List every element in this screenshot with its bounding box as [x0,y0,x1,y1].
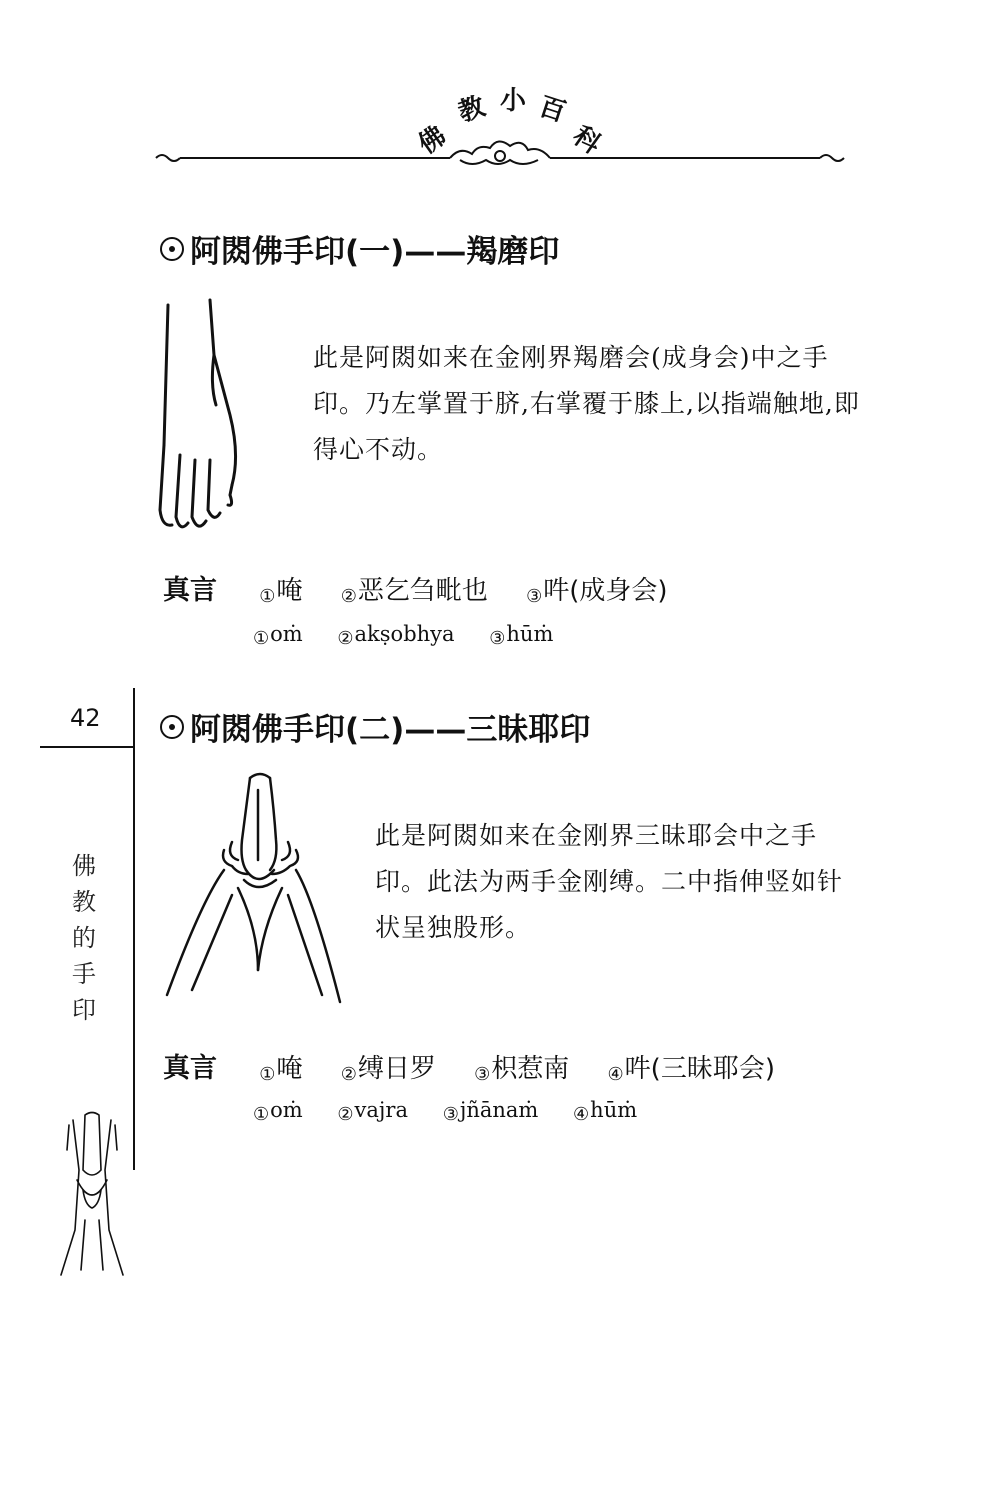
header-char-1: 佛 [413,120,452,161]
hand-earth-touching-icon [150,295,250,545]
bullet-circle-icon [160,715,184,739]
section-1-mantra [163,568,698,607]
romanization-item: ①oṁ [253,622,303,649]
romanization-item: ①oṁ [253,1098,303,1125]
romanization-item: ②akṣobhya [337,622,455,649]
header-char-2: 教 [454,91,489,129]
mantra-item: ②缚日罗 [340,1054,436,1085]
header-rule [150,138,850,172]
section-1-title: 阿閦佛手印(一)——羯磨印 [190,234,560,270]
mantra-label: 真言 [163,575,217,606]
cloud-ornament-icon [450,141,550,164]
bullet-circle-icon [160,237,184,261]
chapter-char-2: 教 [72,888,96,916]
mantra-item: ②恶乞刍毗也 [340,576,488,607]
romanization-item: ③hūṁ [489,622,554,649]
mantra-item: ①唵 [259,1054,303,1085]
page-number: 42 [70,704,101,732]
chapter-char-5: 印 [72,996,96,1024]
chapter-char-4: 手 [72,960,96,988]
mantra-item: ①唵 [259,576,303,607]
chapter-char-3: 的 [72,924,96,952]
section-1-description: 此是阿閦如来在金刚界羯磨会(成身会)中之手印。乃左掌置于脐,右掌覆于膝上,以指端触地,即得心不动。 [313,343,860,464]
chapter-char-1: 佛 [72,852,96,880]
romanization-item: ④hūṁ [573,1098,638,1125]
section-2-mantra [163,1046,805,1085]
section-2-title: 阿閦佛手印(二)——三昧耶印 [190,712,591,748]
header-char-3: 小 [500,86,527,116]
section-2-heading [160,704,590,749]
section-2-romanization [253,1098,665,1125]
mantra-item: ③吽(成身会) [526,576,668,607]
section-1-romanization [253,622,581,649]
header-char-4: 百 [535,91,570,129]
romanization-item: ②vajra [337,1098,408,1125]
header-char-5: 科 [567,120,606,161]
sidebar-horizontal-rule [40,746,135,748]
section-2-description: 此是阿閦如来在金刚界三昧耶会中之手印。此法为两手金刚缚。二中指伸竖如针状呈独股形。 [375,821,844,942]
romanization-item: ③jñānaṁ [442,1098,539,1125]
sidebar-vertical-rule [133,688,135,1170]
hand-vajra-bond-icon [162,770,347,1005]
section-1-heading [160,226,559,271]
sidebar-hands-icon [55,1110,130,1280]
mantra-label: 真言 [163,1053,217,1084]
mantra-item: ④吽(三昧耶会) [607,1054,775,1085]
mantra-item: ③枳惹南 [474,1054,570,1085]
